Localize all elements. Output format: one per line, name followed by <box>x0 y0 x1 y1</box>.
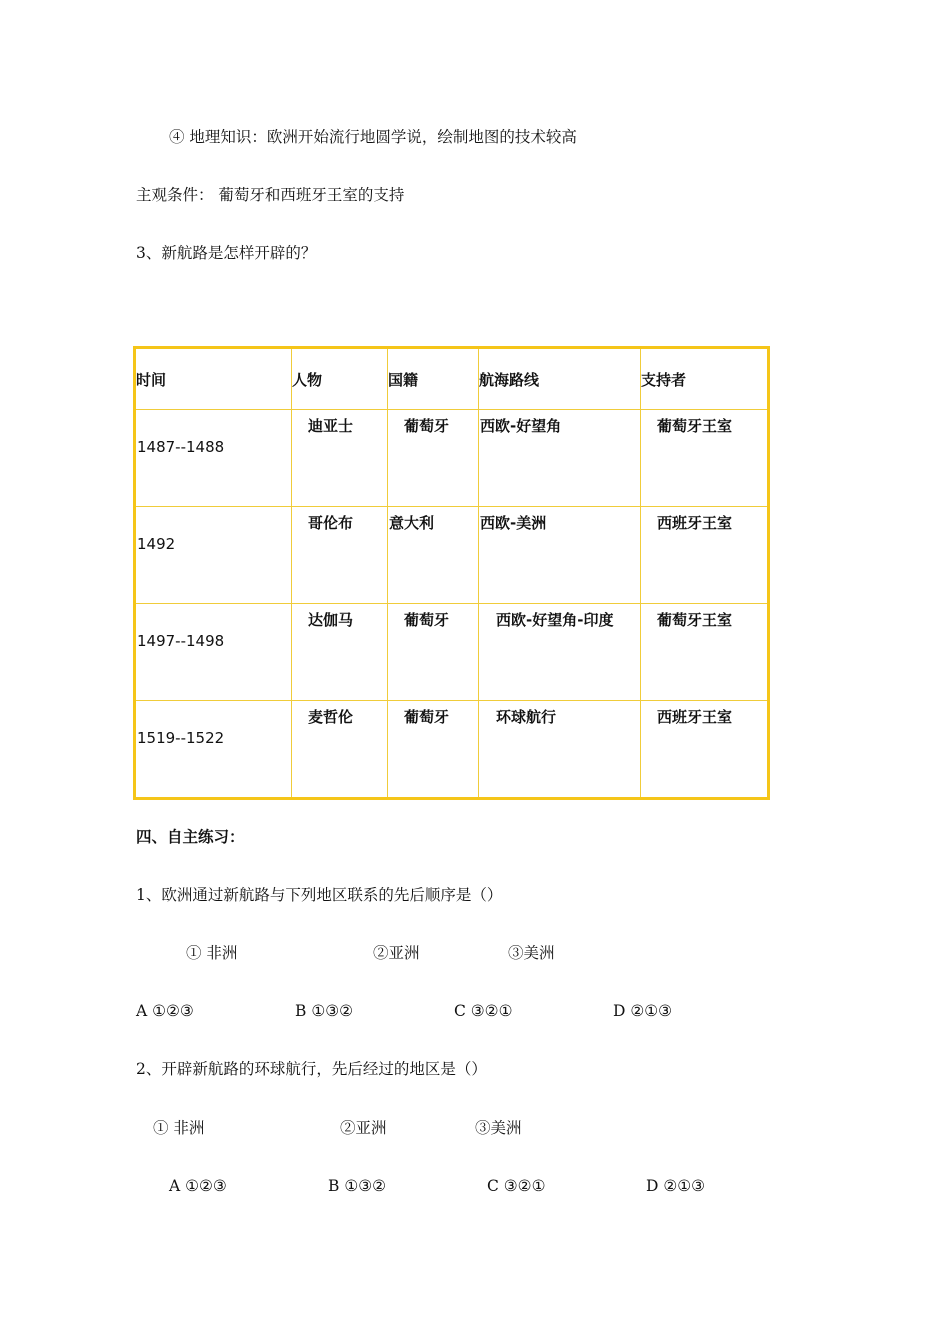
voyage-table <box>133 346 770 800</box>
q2-option-d: D ②①③ <box>646 1177 706 1195</box>
q2-item-america: ③美洲 <box>475 1119 522 1137</box>
cell-time: 1497--1498 <box>135 604 292 701</box>
cell-supporter: 西班牙王室 <box>641 507 769 604</box>
table-row <box>135 701 769 799</box>
geo-knowledge-line: ④ 地理知识：欧洲开始流行地圆学说，绘制地图的技术较高 <box>169 128 577 146</box>
cell-route: 西欧-美洲 <box>479 507 641 604</box>
header-supporter: 支持者 <box>641 348 769 410</box>
q2-item-asia: ②亚洲 <box>340 1119 387 1137</box>
subjective-condition-line: 主观条件： 葡萄牙和西班牙王室的支持 <box>136 186 405 204</box>
cell-nation: 意大利 <box>388 507 479 604</box>
cell-time: 1487--1488 <box>135 410 292 507</box>
cell-route: 西欧-好望角-印度 <box>479 604 641 701</box>
table-header-row <box>135 348 769 410</box>
header-nation: 国籍 <box>388 348 479 410</box>
cell-time: 1492 <box>135 507 292 604</box>
cell-route: 西欧-好望角 <box>479 410 641 507</box>
question-2: 2、开辟新航路的环球航行，先后经过的地区是（） <box>136 1060 487 1078</box>
cell-nation: 葡萄牙 <box>388 410 479 507</box>
header-person: 人物 <box>292 348 388 410</box>
q1-option-d: D ②①③ <box>613 1002 673 1020</box>
cell-person: 麦哲伦 <box>292 701 388 799</box>
cell-supporter: 葡萄牙王室 <box>641 410 769 507</box>
cell-nation: 葡萄牙 <box>388 701 479 799</box>
q2-option-a: A ①②③ <box>169 1177 227 1195</box>
table-row <box>135 604 769 701</box>
q2-option-b: B ①③② <box>328 1177 387 1195</box>
cell-route: 环球航行 <box>479 701 641 799</box>
cell-nation: 葡萄牙 <box>388 604 479 701</box>
table-row <box>135 410 769 507</box>
cell-supporter: 葡萄牙王室 <box>641 604 769 701</box>
header-route: 航海路线 <box>479 348 641 410</box>
q2-option-c: C ③②① <box>487 1177 546 1195</box>
header-time: 时间 <box>135 348 292 410</box>
table-row <box>135 507 769 604</box>
cell-person: 迪亚士 <box>292 410 388 507</box>
q1-option-c: C ③②① <box>454 1002 513 1020</box>
question-3: 3、新航路是怎样开辟的？ <box>136 244 317 262</box>
q2-item-africa: ① 非洲 <box>153 1119 205 1137</box>
q1-option-b: B ①③② <box>295 1002 354 1020</box>
q1-option-a: A ①②③ <box>136 1002 194 1020</box>
cell-person: 达伽马 <box>292 604 388 701</box>
cell-time: 1519--1522 <box>135 701 292 799</box>
q1-item-africa: ① 非洲 <box>186 944 238 962</box>
cell-person: 哥伦布 <box>292 507 388 604</box>
section-4-title: 四、自主练习： <box>136 828 245 846</box>
cell-supporter: 西班牙王室 <box>641 701 769 799</box>
q1-item-asia: ②亚洲 <box>373 944 420 962</box>
question-1: 1、欧洲通过新航路与下列地区联系的先后顺序是（） <box>136 886 503 904</box>
q1-item-america: ③美洲 <box>508 944 555 962</box>
